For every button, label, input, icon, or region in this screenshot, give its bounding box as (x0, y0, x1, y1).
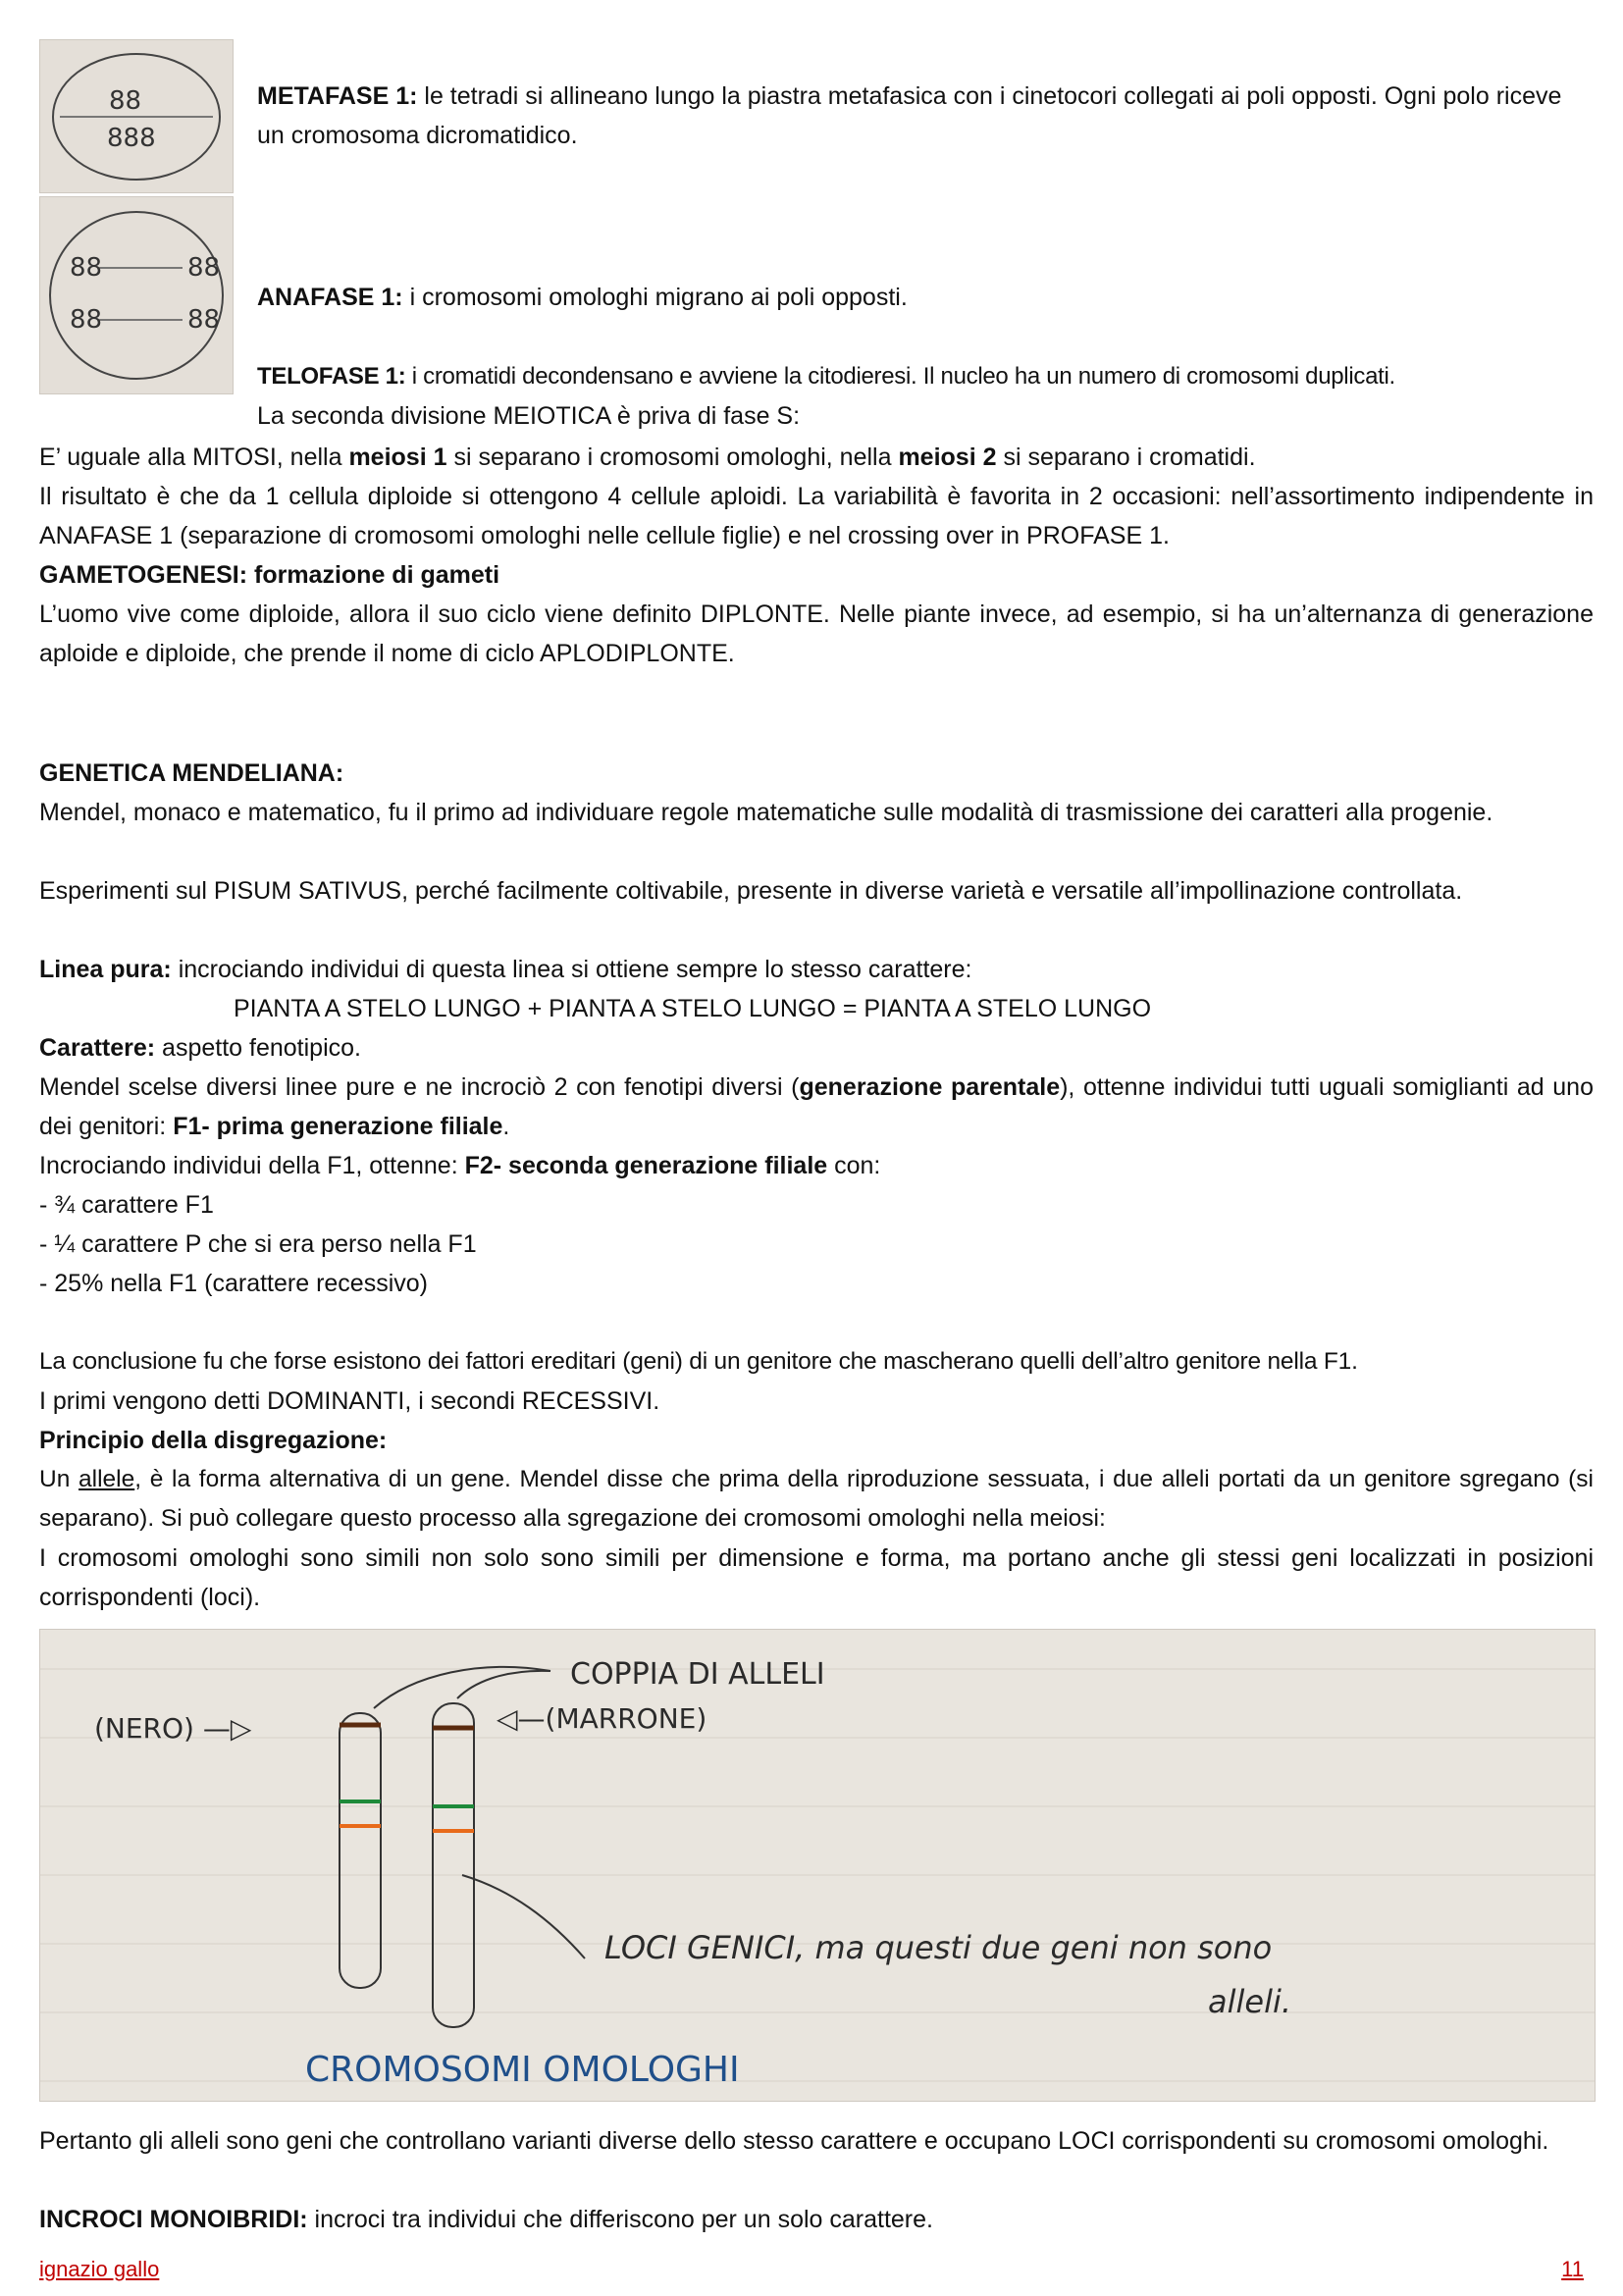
svg-text:88: 88 (187, 305, 221, 335)
carattere-line: Carattere: aspetto fenotipico. (39, 1034, 361, 1062)
marrone-label: ◁—(MARRONE) (497, 1702, 707, 1735)
gametogenesi-heading: GAMETOGENESI: formazione di gameti (39, 561, 500, 589)
svg-text:888: 888 (107, 124, 156, 153)
anafase-paragraph (257, 278, 1594, 317)
genetica-heading: GENETICA MENDELIANA: (39, 759, 344, 787)
genetica-p1: Mendel, monaco e matematico, fu il primo ad individuare regole matematiche sulle modalità di trasmissione dei caratteri alla progenie. (39, 799, 1493, 826)
svg-text:88: 88 (109, 86, 142, 116)
risultato-paragraph: Il risultato è che da 1 cellula diploide si ottengono 4 cellule aploidi. La variabilità è favorita in 2 occasioni: nell’assortimento indipendente in ANAFASE 1 (separazione di cromosomi omologhi nelle cellule figlie) e nel crossing over in PROFASE 1. (39, 483, 1594, 549)
mitosi-paragraph: E’ uguale alla MITOSI, nella meiosi 1 si separano i cromosomi omologhi, nella meiosi 2 si separano i cromatidi. (39, 444, 1256, 471)
anaphase-photo (39, 196, 234, 394)
anaphase-sketch (40, 197, 233, 393)
svg-text:88: 88 (70, 253, 103, 283)
metafase-text: le tetradi si allineano lungo la piastra metafasica con i cinetocori collegati ai poli opposti. Ogni polo riceve un cromosoma dicromatidico. (257, 82, 1562, 149)
disgregazione-heading: Principio della disgregazione: (39, 1427, 388, 1454)
metaphase-sketch (40, 40, 233, 192)
alleli-label: alleli. (1208, 1983, 1292, 2020)
linea-pura: Linea pura: incrociando individui di questa linea si ottiene sempre lo stesso carattere: (39, 956, 972, 983)
f2-line: Incrociando individui della F1, ottenne: F2- seconda generazione filiale con: (39, 1152, 881, 1179)
chromosome-figure (39, 1629, 1596, 2102)
anafase-label: ANAFASE 1: (257, 284, 403, 311)
disgregazione-paragraph: Un allele, è la forma alternativa di un gene. Mendel disse che prima della riproduzione sessuata, i due alleli portati da un genitore sgregano (si separano). Si può collegare questo processo alla sgregazione dei cromosomi omologhi nella meiosi: (39, 1466, 1594, 1532)
gametogenesi-text: L’uomo vive come diploide, allora il suo ciclo viene definito DIPLONTE. Nelle piante invece, ad esempio, si ha un’alternanza di generazione aploide e diploide, che prende il nome di ciclo APLODIPLONTE. (39, 600, 1594, 667)
list-item: - 25% nella F1 (carattere recessivo) (39, 1270, 428, 1297)
metaphase-photo (39, 39, 234, 193)
cromosomi-title: CROMOSOMI OMOLOGHI (305, 2050, 740, 2090)
pertanto-paragraph: Pertanto gli alleli sono geni che controllano varianti diverse dello stesso carattere e occupano LOCI corrispondenti su cromosomi omologhi. (39, 2127, 1549, 2155)
genetica-p2: Esperimenti sul PISUM SATIVUS, perché facilmente coltivabile, presente in diverse varietà e versatile all’impollinazione controllata. (39, 877, 1463, 905)
formula-line: PIANTA A STELO LUNGO + PIANTA A STELO LUNGO = PIANTA A STELO LUNGO (234, 995, 1152, 1022)
page-number: 11 (1561, 2257, 1584, 2281)
anafase-text: i cromosomi omologhi migrano ai poli opposti. (402, 284, 908, 311)
coppia-label: COPPIA DI ALLELI (570, 1657, 825, 1692)
chromosome-drawing (40, 1630, 1595, 2101)
nero-label: (NERO) —▷ (94, 1712, 252, 1745)
svg-text:88: 88 (70, 305, 103, 335)
svg-text:88: 88 (187, 253, 221, 283)
incroci-line: INCROCI MONOIBRIDI: incroci tra individui che differiscono per un solo carattere. (39, 2206, 933, 2233)
primi-line: I primi vengono detti DOMINANTI, i secondi RECESSIVI. (39, 1387, 660, 1415)
metafase-paragraph (257, 77, 1594, 155)
mendel-paragraph: Mendel scelse diversi linee pure e ne incrociò 2 con fenotipi diversi (generazione parentale), ottenne individui tutti uguali somiglianti ad uno dei genitori: F1- prima generazione filiale. (39, 1073, 1594, 1140)
loci-label: LOCI GENICI, ma questi due geni non sono (604, 1929, 1273, 1966)
metafase-label: METAFASE 1: (257, 82, 418, 110)
telofase-text: i cromatidi decondensano e avviene la citodieresi. Il nucleo ha un numero di cromosomi duplicati. (405, 363, 1395, 390)
conclusione-line: La conclusione fu che forse esistono dei fattori ereditari (geni) di un genitore che mascherano quelli dell’altro genitore nella F1. (39, 1348, 1358, 1375)
list-item: - ¾ carattere F1 (39, 1191, 214, 1219)
footer-author: ignazio gallo (39, 2257, 160, 2281)
list-item: - ¼ carattere P che si era perso nella F1 (39, 1230, 477, 1258)
omologhi-paragraph: I cromosomi omologhi sono simili non solo sono simili per dimensione e forma, ma portano anche gli stessi geni localizzati in posizioni corrispondenti (loci). (39, 1544, 1594, 1611)
telofase-line2: La seconda divisione MEIOTICA è priva di fase S: (257, 402, 801, 430)
telofase-paragraph (257, 357, 1594, 396)
telofase-label: TELOFASE 1: (257, 363, 406, 390)
